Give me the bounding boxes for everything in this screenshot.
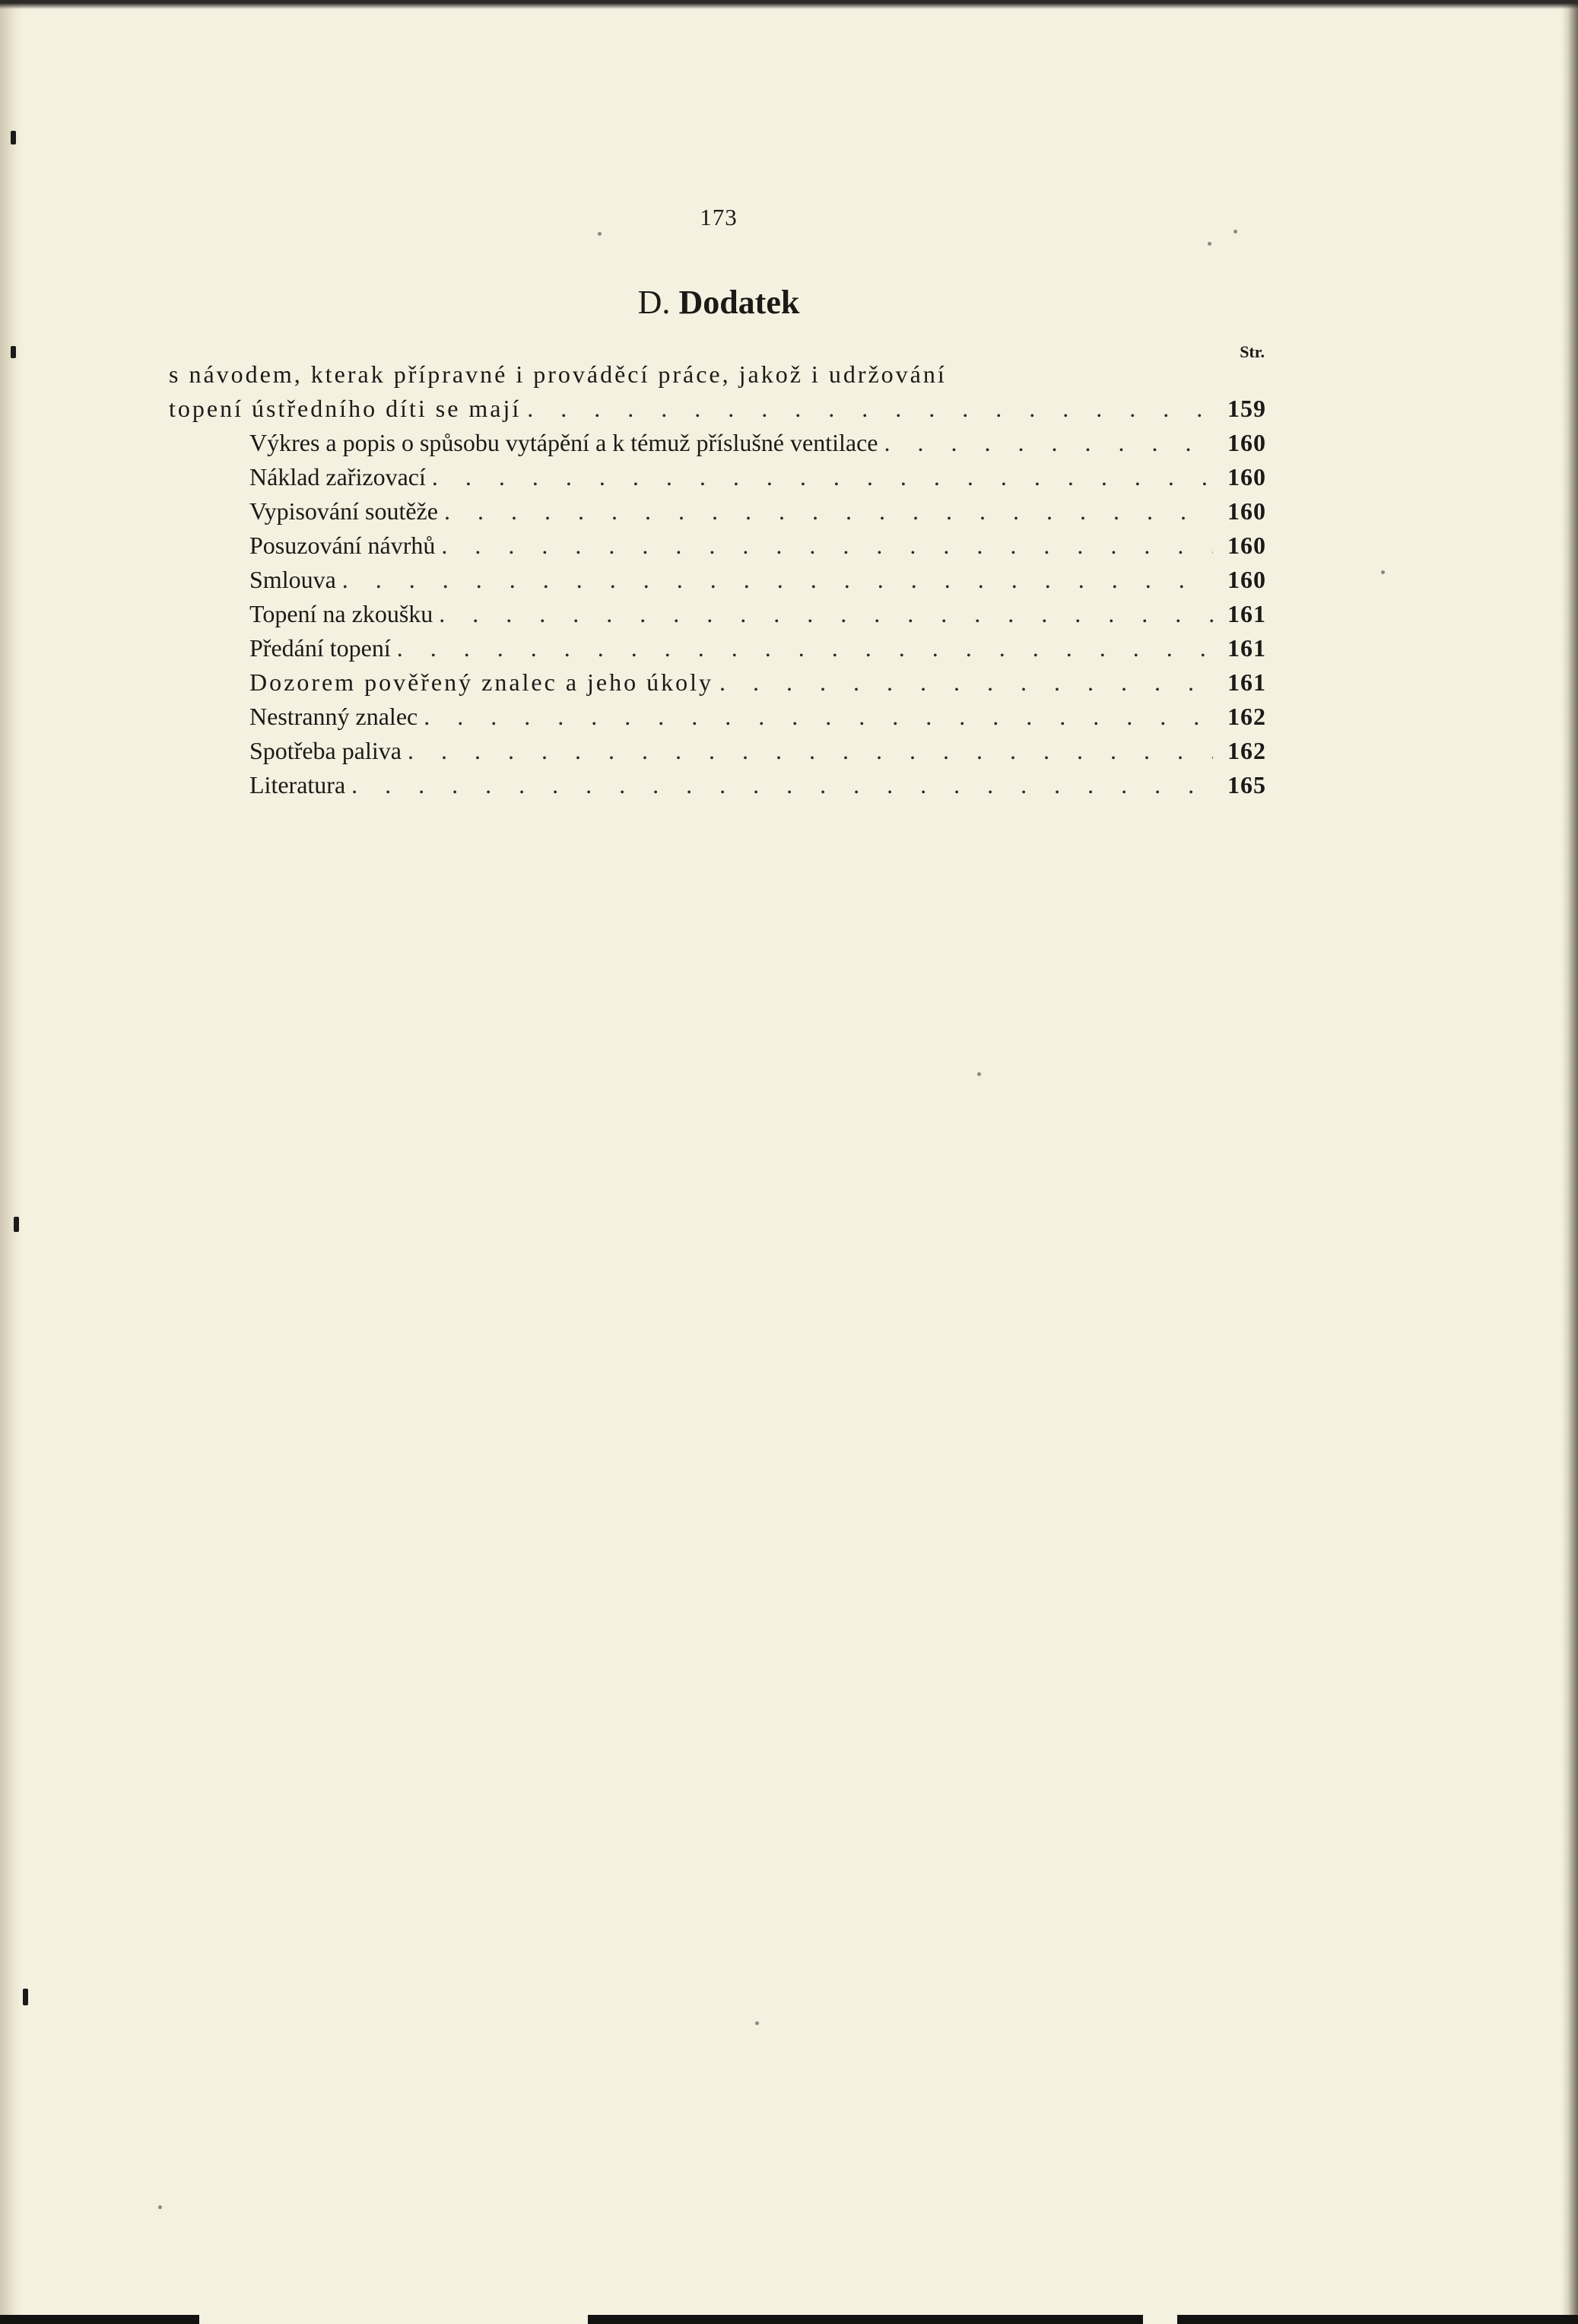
dot-leader xyxy=(441,529,1213,563)
section-title xyxy=(0,283,1437,322)
toc-entry-page: 160 xyxy=(1227,497,1266,525)
page-edge-shadow xyxy=(1561,0,1578,2324)
section-letter: D. xyxy=(637,284,671,321)
toc-entry xyxy=(169,529,1266,563)
toc-entry-page: 161 xyxy=(1227,668,1266,696)
toc-entry-text: Dozorem pověřený znalec a jeho úkoly xyxy=(249,668,714,696)
dot-leader xyxy=(342,563,1213,597)
dot-leader xyxy=(408,734,1213,768)
dot-leader xyxy=(884,426,1213,460)
toc-entry-page: 159 xyxy=(1227,395,1266,422)
section-name: Dodatek xyxy=(678,284,800,321)
table-of-contents xyxy=(169,357,1266,802)
toc-entry-text: Předání topení xyxy=(249,634,391,662)
dot-leader xyxy=(719,665,1213,700)
toc-entry xyxy=(169,563,1266,597)
binding-mark xyxy=(14,1217,19,1232)
toc-entry-intro xyxy=(169,392,1266,426)
toc-entry-page: 160 xyxy=(1227,429,1266,456)
toc-entry xyxy=(169,734,1266,768)
intro-line-1: s návodem, kterak přípravné i prováděcí práce, jakož i udržování xyxy=(169,360,947,388)
toc-entry-page: 165 xyxy=(1227,771,1266,798)
toc-entry-text: Topení na zkoušku xyxy=(249,600,433,627)
paper-speck xyxy=(1381,570,1385,574)
page-column-label: Str. xyxy=(1240,342,1265,361)
toc-entry xyxy=(169,494,1266,529)
toc-entry xyxy=(169,768,1266,802)
dot-leader xyxy=(444,494,1213,529)
paper-speck xyxy=(1208,242,1211,246)
paper-speck xyxy=(755,2021,759,2025)
paper-speck xyxy=(158,2205,162,2209)
toc-entry-text: Vypisování soutěže xyxy=(249,497,438,525)
toc-entry-text: Náklad zařizovací xyxy=(249,463,426,491)
toc-entry-text: Výkres a popis o spůsobu vytápění a k témuž příslušné ventilace xyxy=(249,429,878,456)
paper-speck xyxy=(977,1072,981,1076)
toc-entry-text: Smlouva xyxy=(249,566,336,593)
toc-entry-page: 160 xyxy=(1227,463,1266,491)
toc-entry xyxy=(169,700,1266,734)
toc-entry-page: 161 xyxy=(1227,634,1266,662)
toc-entry xyxy=(169,426,1266,460)
dot-leader xyxy=(439,597,1213,631)
toc-entry-page: 162 xyxy=(1227,703,1266,730)
toc-entry-page: 162 xyxy=(1227,737,1266,764)
paper-speck xyxy=(598,232,602,236)
binding-mark xyxy=(11,131,16,144)
toc-entry xyxy=(169,460,1266,494)
toc-entry-page: 160 xyxy=(1227,532,1266,559)
scan-bottom-edge-left xyxy=(0,2315,199,2324)
toc-entry-text: Posuzování návrhů xyxy=(249,532,436,559)
dot-leader xyxy=(432,460,1213,494)
dot-leader xyxy=(351,768,1213,802)
toc-entry xyxy=(169,597,1266,631)
toc-entry-page: 160 xyxy=(1227,566,1266,593)
binding-mark xyxy=(11,346,16,358)
toc-entry xyxy=(169,631,1266,665)
page-number: 173 xyxy=(700,204,738,230)
scan-bottom-edge-middle xyxy=(588,2315,1143,2324)
scan-bottom-edge-right xyxy=(1177,2315,1578,2324)
toc-entry-text: Nestranný znalec xyxy=(249,703,418,730)
binding-mark xyxy=(23,1989,28,2005)
toc-entry-text: Spotřeba paliva xyxy=(249,737,402,764)
scan-top-edge xyxy=(0,0,1578,9)
toc-entry-page: 161 xyxy=(1227,600,1266,627)
toc-entry-text: topení ústředního díti se mají xyxy=(169,395,522,422)
dot-leader xyxy=(424,700,1213,734)
toc-entry xyxy=(169,665,1266,700)
dot-leader xyxy=(527,392,1213,426)
dot-leader xyxy=(397,631,1213,665)
toc-entry-text: Literatura xyxy=(249,771,346,798)
